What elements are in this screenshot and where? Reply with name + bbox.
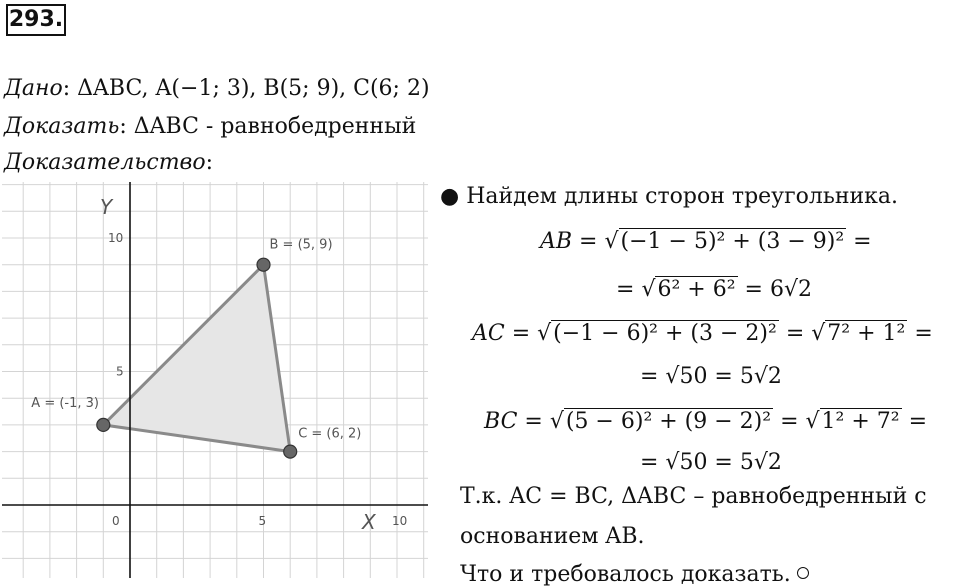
triangle-abc xyxy=(103,265,290,452)
point-label-a: A = (-1, 3) xyxy=(31,395,100,411)
ab2-rad: 6² + 6² xyxy=(657,277,736,302)
bc-rad2: 1² + 7² xyxy=(821,409,900,434)
point-label-b: B = (5, 9) xyxy=(269,237,333,253)
end-circle-icon xyxy=(797,567,809,579)
ac-line-1: AC = √(−1 − 6)² + (3 − 2)² = √7² + 1² = xyxy=(472,321,933,346)
proof-label: Доказательство xyxy=(4,150,206,175)
ac-lhs: AC = xyxy=(472,321,538,346)
ac-mid: = xyxy=(778,321,812,346)
ac-line-2: = √50 = 5√2 xyxy=(640,364,782,389)
point-b xyxy=(257,258,270,271)
bc-rad: (5 − 6)² + (9 − 2)² xyxy=(565,409,772,434)
point-a xyxy=(97,418,110,431)
prove-text: : ΔABC - равнобедренный xyxy=(119,114,417,139)
bc-line-2: = √50 = 5√2 xyxy=(640,450,782,475)
coordinate-graph xyxy=(0,180,430,580)
ab-lhs: AB = xyxy=(540,229,605,254)
conclusion-line-1: Т.к. AC = BC, ΔABC – равнобедренный с xyxy=(460,484,927,509)
given-line xyxy=(4,76,430,101)
given-text: : ΔABC, A(−1; 3), B(5; 9), C(6; 2) xyxy=(62,76,430,101)
ac-rad2: 7² + 1² xyxy=(827,321,906,346)
qed-line xyxy=(460,562,809,587)
ac-rad: (−1 − 6)² + (3 − 2)² xyxy=(553,321,777,346)
point-label-c: C = (6, 2) xyxy=(298,426,362,442)
ac-end: = xyxy=(907,321,933,346)
solution-intro: ● Найдем длины сторон треугольника. xyxy=(440,184,899,209)
bc-line-1: BC = √(5 − 6)² + (9 − 2)² = √1² + 7² = xyxy=(484,409,928,434)
ab-radicand: (−1 − 5)² + (3 − 9)² xyxy=(620,229,845,254)
y-tick-label: 10 xyxy=(108,231,124,245)
proof-colon: : xyxy=(205,150,214,175)
bc-mid: = xyxy=(773,409,806,434)
ab-line-2: = √6² + 6² = 6√2 xyxy=(616,277,812,302)
bc-lhs: BC = xyxy=(484,409,550,434)
bc-end: = xyxy=(901,409,928,434)
y-tick-label: 5 xyxy=(116,364,124,379)
point-c xyxy=(284,445,297,458)
x-tick-label: 10 xyxy=(392,514,408,528)
proof-line xyxy=(4,150,213,175)
given-label: Дано xyxy=(4,76,63,101)
x-tick-label: 5 xyxy=(258,514,267,528)
ab2-post: = 6√2 xyxy=(737,277,812,302)
x-tick-label: 0 xyxy=(112,514,120,528)
x-axis-label: X xyxy=(362,510,376,534)
problem-number: 293. xyxy=(6,4,66,36)
ab-line-1: AB = √(−1 − 5)² + (3 − 9)² = xyxy=(540,229,872,254)
ab2-pre: = xyxy=(616,277,642,302)
ab-end: = xyxy=(846,229,872,254)
prove-label: Доказать xyxy=(4,114,120,139)
prove-line xyxy=(4,114,416,139)
conclusion-line-2: основанием AB. xyxy=(460,524,645,549)
qed-text: Что и требовалось доказать. xyxy=(460,562,791,587)
y-axis-label: Y xyxy=(100,195,113,219)
